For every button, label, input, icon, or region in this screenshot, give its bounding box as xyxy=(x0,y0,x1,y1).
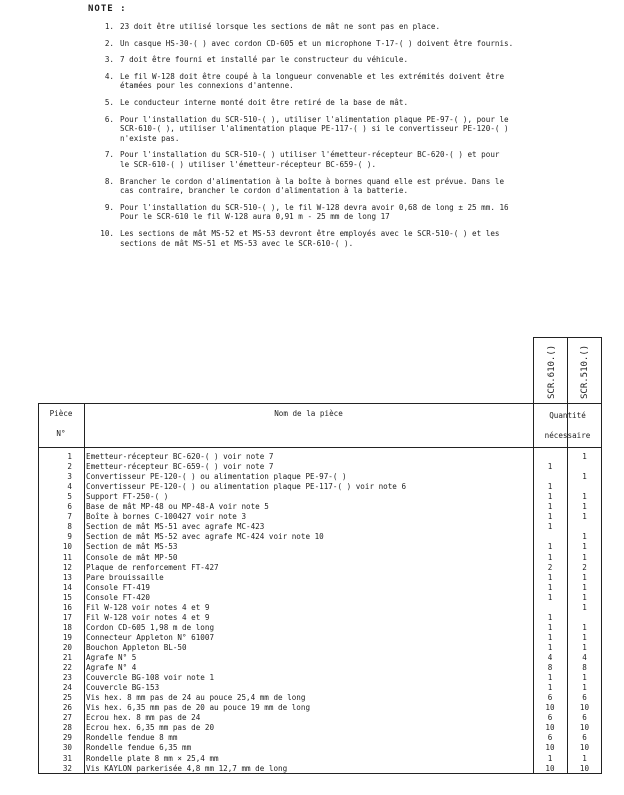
note-item xyxy=(86,39,606,49)
part-name: Emetteur-récepteur BC-620-( ) voir note 7 xyxy=(86,452,274,461)
qty-scr510: 1 xyxy=(582,472,587,482)
part-name: Boîte à bornes C-100427 voir note 3 xyxy=(86,512,247,522)
part-number: 8 xyxy=(67,522,72,532)
qty-scr610: 1 xyxy=(547,552,553,562)
header-bottom-border xyxy=(38,447,602,448)
qty-scr510: 8 xyxy=(582,663,587,673)
qty-scr610: 10 xyxy=(545,763,555,773)
qty-scr510: 1 xyxy=(582,673,587,683)
qty-scr610: 1 xyxy=(547,673,553,683)
part-number: 19 xyxy=(62,632,72,642)
qty-scr510: 4 xyxy=(582,653,587,662)
part-number: 26 xyxy=(62,703,72,713)
part-number: 2 xyxy=(67,462,72,472)
qty-scr510: 1 xyxy=(582,642,587,652)
note-text: Pour l'installation du SCR-510-( ), utiliser l'alimentation plaque PE-97-( ), pour le SCR-610-( ), utiliser l'alimentation plaque PE-117-( ) si le convertisseur PE-120-( ) n'existe pas. xyxy=(120,114,509,143)
note-item xyxy=(86,72,606,91)
note-item xyxy=(86,177,606,196)
note-number: 1. xyxy=(104,22,114,31)
qty-scr610: 6 xyxy=(547,693,553,703)
qty-scr510: 1 xyxy=(582,592,587,602)
note-text: Les sections de mât MS-52 et MS-53 devront être employés avec le SCR-510-( ) et les sections de mât MS-51 et MS-53 avec le SCR-610-( ). xyxy=(120,228,500,248)
qty-scr610: 1 xyxy=(547,642,553,652)
part-name: Ecrou hex. 8 mm pas de 24 xyxy=(86,713,201,723)
qty-scr610: 10 xyxy=(545,703,555,713)
part-number: 13 xyxy=(62,572,72,582)
qty-scr610: 2 xyxy=(547,562,553,572)
note-number: 3. xyxy=(104,55,114,65)
qty-scr610: 10 xyxy=(545,743,555,753)
part-name: Cordon CD-605 1,98 m de long xyxy=(86,622,215,632)
qty-scr610: 1 xyxy=(547,632,553,642)
parts-table xyxy=(38,337,602,774)
part-number: 7 xyxy=(67,512,72,522)
qty-scr510: 1 xyxy=(582,622,587,632)
note-text: 23 doit être utilisé lorsque les sections de mât ne sont pas en place. xyxy=(120,22,441,31)
part-number: 22 xyxy=(62,663,72,673)
note-text: Pour l'installation du SCR-510-( ) utiliser l'émetteur-récepteur BC-620-( ) et pour le SCR-610-( ) utiliser l'émetteur-récepteur BC-659-( ). xyxy=(120,150,500,169)
part-number: 14 xyxy=(62,582,72,592)
part-name: Plaque de renforcement FT-427 xyxy=(86,562,219,572)
note-text: Brancher le cordon d'alimentation à la boîte à bornes quand elle est prévue. Dans le cas contraire, brancher le cordon d'alimentation à la batterie. xyxy=(120,176,505,196)
qty-header-top xyxy=(533,337,602,338)
part-number: 30 xyxy=(62,743,72,753)
part-number: 12 xyxy=(62,562,72,572)
note-item xyxy=(86,203,606,222)
col-header-scr510: SCR.510.() xyxy=(580,344,590,399)
qty-scr610: 1 xyxy=(547,462,553,472)
part-name: Section de mât MS-52 avec agrafe MC-424 voir note 10 xyxy=(86,532,324,542)
part-name: Console de mât MP-50 xyxy=(86,552,178,562)
note-text: 7 doit être fourni et installé par le constructeur du véhicule. xyxy=(120,55,409,65)
note-title: NOTE : xyxy=(88,4,127,14)
qty-scr610: 4 xyxy=(547,653,553,662)
part-number: 4 xyxy=(67,482,72,492)
qty-scr510: 2 xyxy=(582,562,587,572)
note-text: Pour l'installation du SCR-510-( ), le fil W-128 devra avoir 0,68 de long ± 25 mm. 16 Pour le SCR-610 le fil W-128 aura 0,91 m - 25 mm de long 17 xyxy=(120,202,509,222)
part-name: Rondelle plate 8 mm × 25,4 mm xyxy=(86,753,219,763)
qty-scr610: 1 xyxy=(547,683,553,693)
part-name: Couvercle BG-108 voir note 1 xyxy=(86,673,215,683)
qty-scr510: 1 xyxy=(582,502,587,512)
part-name: Console FT-420 xyxy=(86,592,151,602)
qty-scr510: 1 xyxy=(582,572,587,582)
piece-header: Pièce xyxy=(49,409,73,418)
qty-scr510: 1 xyxy=(582,552,587,562)
qty-scr610: 1 xyxy=(547,492,553,502)
qty-scr510: 10 xyxy=(579,763,590,773)
part-name: Fil W-128 voir notes 4 et 9 xyxy=(86,602,210,612)
part-name: Vis hex. 6,35 mm pas de 20 au pouce 19 mm de long xyxy=(86,703,311,713)
qty-scr510: 6 xyxy=(582,693,587,703)
note-item xyxy=(86,98,606,108)
part-name: Console FT-419 xyxy=(86,582,151,592)
part-number: 24 xyxy=(62,683,72,693)
note-text: Un casque HS-30-( ) avec cordon CD-605 et un microphone T-17-( ) doivent être fournis. xyxy=(120,38,514,48)
part-number: 29 xyxy=(62,733,72,743)
name-header: Nom de la pièce xyxy=(274,409,343,418)
part-name: Section de mât MS-51 avec agrafe MC-423 xyxy=(86,522,265,532)
qty-scr610: 1 xyxy=(547,612,553,622)
part-number: 17 xyxy=(62,612,72,622)
part-name: Fil W-128 voir notes 4 et 9 xyxy=(86,612,210,622)
part-number: 5 xyxy=(67,492,72,502)
qty-scr510: 1 xyxy=(582,512,587,522)
note-item xyxy=(86,150,606,169)
part-number: 1 xyxy=(67,452,72,461)
qty-scr510: 6 xyxy=(582,733,587,743)
note-number: 7. xyxy=(104,150,114,160)
part-name: Vis KAYLON parkerisée 4,8 mm 12,7 mm de long xyxy=(86,763,288,773)
part-name: Agrafe N° 4 xyxy=(86,663,137,673)
note-number: 2. xyxy=(104,38,114,48)
part-name: Couvercle BG-153 xyxy=(86,683,160,693)
note-number: 10. xyxy=(100,228,114,238)
part-name: Connecteur Appleton N° 61007 xyxy=(86,632,215,642)
piece-no-header: N° xyxy=(56,429,66,438)
qty-scr610: 1 xyxy=(547,622,553,632)
part-number: 3 xyxy=(67,472,72,482)
notes-list xyxy=(86,22,606,255)
part-name: Bouchon Appleton BL-50 xyxy=(86,642,187,652)
note-item xyxy=(86,115,606,144)
qty-scr510: 1 xyxy=(582,753,587,763)
part-number: 6 xyxy=(67,502,72,512)
qty-scr510: 1 xyxy=(582,582,587,592)
part-name: Ecrou hex. 6,35 mm pas de 20 xyxy=(86,723,215,733)
note-item xyxy=(86,22,606,32)
qty-scr610: 1 xyxy=(547,572,553,582)
note-item xyxy=(86,55,606,65)
part-name: Pare brouissaille xyxy=(86,572,164,582)
part-number: 25 xyxy=(62,693,72,703)
part-number: 10 xyxy=(62,542,72,552)
part-name: Emetteur-récepteur BC-659-( ) voir note 7 xyxy=(86,462,274,472)
qty-scr510: 1 xyxy=(582,683,587,693)
part-name: Vis hex. 8 mm pas de 24 au pouce 25,4 mm de long xyxy=(86,693,306,703)
note-text: Le conducteur interne monté doit être retiré de la base de mât. xyxy=(120,97,409,107)
part-name: Rondelle fendue 8 mm xyxy=(86,733,178,743)
note-number: 5. xyxy=(104,97,114,107)
table-row xyxy=(38,764,602,775)
qty-scr610: 6 xyxy=(547,733,553,743)
qty-scr510: 10 xyxy=(579,703,590,713)
part-number: 18 xyxy=(62,622,72,632)
qty-scr510: 1 xyxy=(582,452,587,461)
note-number: 8. xyxy=(104,176,114,186)
part-number: 20 xyxy=(62,642,72,652)
part-number: 21 xyxy=(62,653,72,662)
qty-header-2: nécessaire xyxy=(544,431,591,440)
table-top-border xyxy=(38,403,602,404)
qty-scr610: 1 xyxy=(547,512,553,522)
part-name: Rondelle fendue 6,35 mm xyxy=(86,743,192,753)
qty-scr510: 6 xyxy=(582,713,587,723)
qty-scr610: 6 xyxy=(547,713,553,723)
col-header-scr610: SCR.610.() xyxy=(547,344,557,399)
part-number: 15 xyxy=(62,592,72,602)
part-name: Section de mât MS-53 xyxy=(86,542,178,552)
qty-header: Quantité xyxy=(549,411,586,420)
qty-scr610: 1 xyxy=(547,482,553,492)
part-name: Convertisseur PE-120-( ) ou alimentation plaque PE-117-( ) voir note 6 xyxy=(86,482,407,492)
qty-scr510: 10 xyxy=(579,723,590,733)
note-text: Le fil W-128 doit être coupé à la longueur convenable et les extrémités doivent être étamées pour les connexions d'antenne. xyxy=(120,71,505,91)
part-name: Support FT-250-( ) xyxy=(86,492,169,502)
qty-scr510: 1 xyxy=(582,632,587,642)
part-number: 27 xyxy=(62,713,72,723)
qty-scr510: 1 xyxy=(582,532,587,542)
qty-scr610: 10 xyxy=(545,723,555,733)
part-number: 9 xyxy=(67,532,72,542)
qty-scr510: 1 xyxy=(582,492,587,502)
qty-scr510: 1 xyxy=(582,602,587,612)
note-item xyxy=(86,229,606,248)
part-number: 31 xyxy=(62,753,72,763)
qty-scr610: 1 xyxy=(547,502,553,512)
qty-scr610: 1 xyxy=(547,582,553,592)
part-name: Base de mât MP-48 ou MP-48-A voir note 5 xyxy=(86,502,269,512)
part-number: 28 xyxy=(62,723,72,733)
note-number: 9. xyxy=(104,202,114,212)
part-number: 16 xyxy=(62,602,72,612)
qty-scr610: 8 xyxy=(547,663,553,673)
note-number: 6. xyxy=(104,114,114,124)
part-number: 32 xyxy=(62,763,72,773)
qty-scr610: 1 xyxy=(547,753,553,763)
part-number: 23 xyxy=(62,673,72,683)
part-name: Convertisseur PE-120-( ) ou alimentation plaque PE-97-( ) xyxy=(86,472,347,482)
qty-scr610: 1 xyxy=(547,542,553,552)
qty-scr610: 1 xyxy=(547,592,553,602)
note-number: 4. xyxy=(104,71,114,81)
qty-scr610: 1 xyxy=(547,522,553,532)
qty-scr510: 1 xyxy=(582,542,587,552)
qty-scr510: 10 xyxy=(579,743,590,753)
part-name: Agrafe N° 5 xyxy=(86,653,137,662)
part-number: 11 xyxy=(62,552,72,562)
